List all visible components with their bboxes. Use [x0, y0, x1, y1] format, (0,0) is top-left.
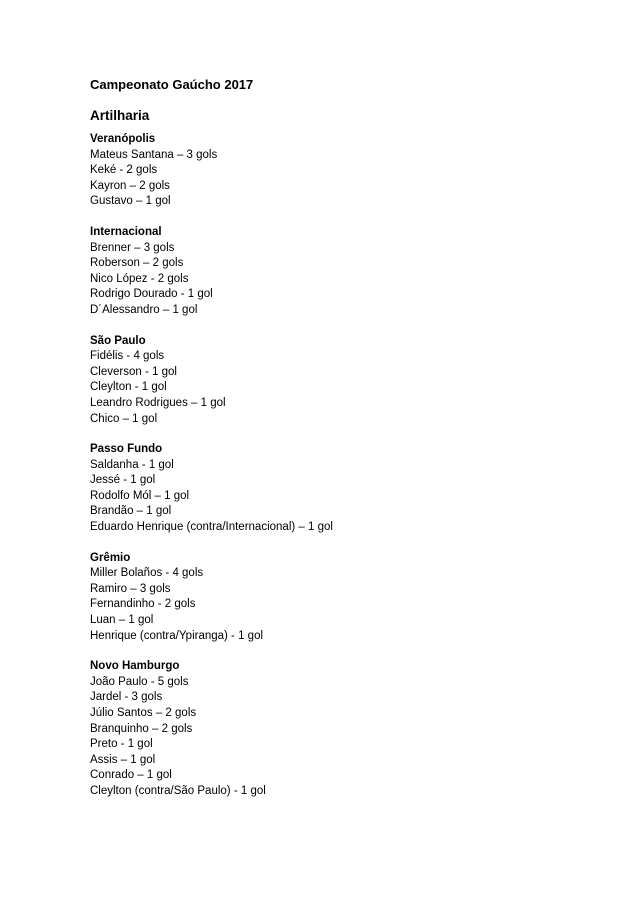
scorer-entry: D´Alessandro – 1 gol: [90, 303, 198, 316]
document-subtitle: Artilharia: [90, 108, 150, 123]
scorer-entry: Gustavo – 1 gol: [90, 195, 171, 208]
scorer-entry: Brenner – 3 gols: [90, 241, 175, 254]
scorer-entry: João Paulo - 5 gols: [90, 675, 189, 688]
scorer-entry: Cleylton - 1 gol: [90, 381, 167, 394]
scorer-entry: Saldanha - 1 gol: [90, 458, 174, 471]
scorer-entry: Eduardo Henrique (contra/Internacional) – 1 gol: [90, 521, 333, 534]
scorer-entry: Assis – 1 gol: [90, 753, 156, 766]
scorer-entry: Jardel - 3 gols: [90, 691, 163, 704]
teams-list: [90, 132, 610, 800]
document-title: Campeonato Gaúcho 2017: [90, 77, 254, 92]
document-page: [90, 76, 610, 815]
scorer-entry: Branquinho – 2 gols: [90, 722, 193, 735]
team-section: [90, 225, 610, 319]
scorer-entry: Jessé - 1 gol: [90, 474, 156, 487]
team-section: [90, 442, 610, 536]
scorer-entry: Júlio Santos – 2 gols: [90, 707, 197, 719]
team-section: [90, 551, 610, 645]
scorer-entry: Leandro Rodrigues – 1 gol: [90, 396, 226, 409]
scorer-entry: Miller Bolaños - 4 gols: [90, 567, 204, 580]
scorer-entry: Luan – 1 gol: [90, 614, 154, 627]
team-section: [90, 132, 610, 210]
scorer-entry: Rodolfo Mól – 1 gol: [90, 489, 190, 502]
scorer-entry: Fidélis - 4 gols: [90, 350, 165, 363]
scorer-entry: Kayron – 2 gols: [90, 179, 170, 192]
team-name: Passo Fundo: [90, 443, 163, 456]
team-name: Internacional: [90, 225, 162, 238]
scorer-entry: Preto - 1 gol: [90, 738, 153, 751]
scorer-entry: Roberson – 2 gols: [90, 257, 184, 270]
team-section: [90, 334, 610, 428]
team-name: Veranópolis: [90, 133, 156, 145]
scorer-entry: Ramiro – 3 gols: [90, 582, 171, 595]
scorer-entry: Nico López - 2 gols: [90, 272, 189, 285]
team-section: [90, 659, 610, 799]
scorer-entry: Mateus Santana – 3 gols: [90, 148, 218, 161]
scorer-entry: Cleylton (contra/São Paulo) - 1 gol: [90, 784, 266, 797]
scorer-entry: Keké - 2 gols: [90, 164, 158, 177]
scorer-entry: Brandão – 1 gol: [90, 505, 172, 518]
scorer-entry: Rodrigo Dourado - 1 gol: [90, 288, 213, 301]
team-name: Novo Hamburgo: [90, 660, 180, 673]
scorer-entry: Fernandinho - 2 gols: [90, 598, 196, 611]
team-name: São Paulo: [90, 334, 146, 347]
scorer-entry: Henrique (contra/Ypiranga) - 1 gol: [90, 629, 264, 642]
scorer-entry: Conrado – 1 gol: [90, 769, 172, 782]
scorer-entry: Cleverson - 1 gol: [90, 365, 177, 378]
team-name: Grêmio: [90, 551, 131, 564]
scorer-entry: Chico – 1 gol: [90, 412, 158, 425]
